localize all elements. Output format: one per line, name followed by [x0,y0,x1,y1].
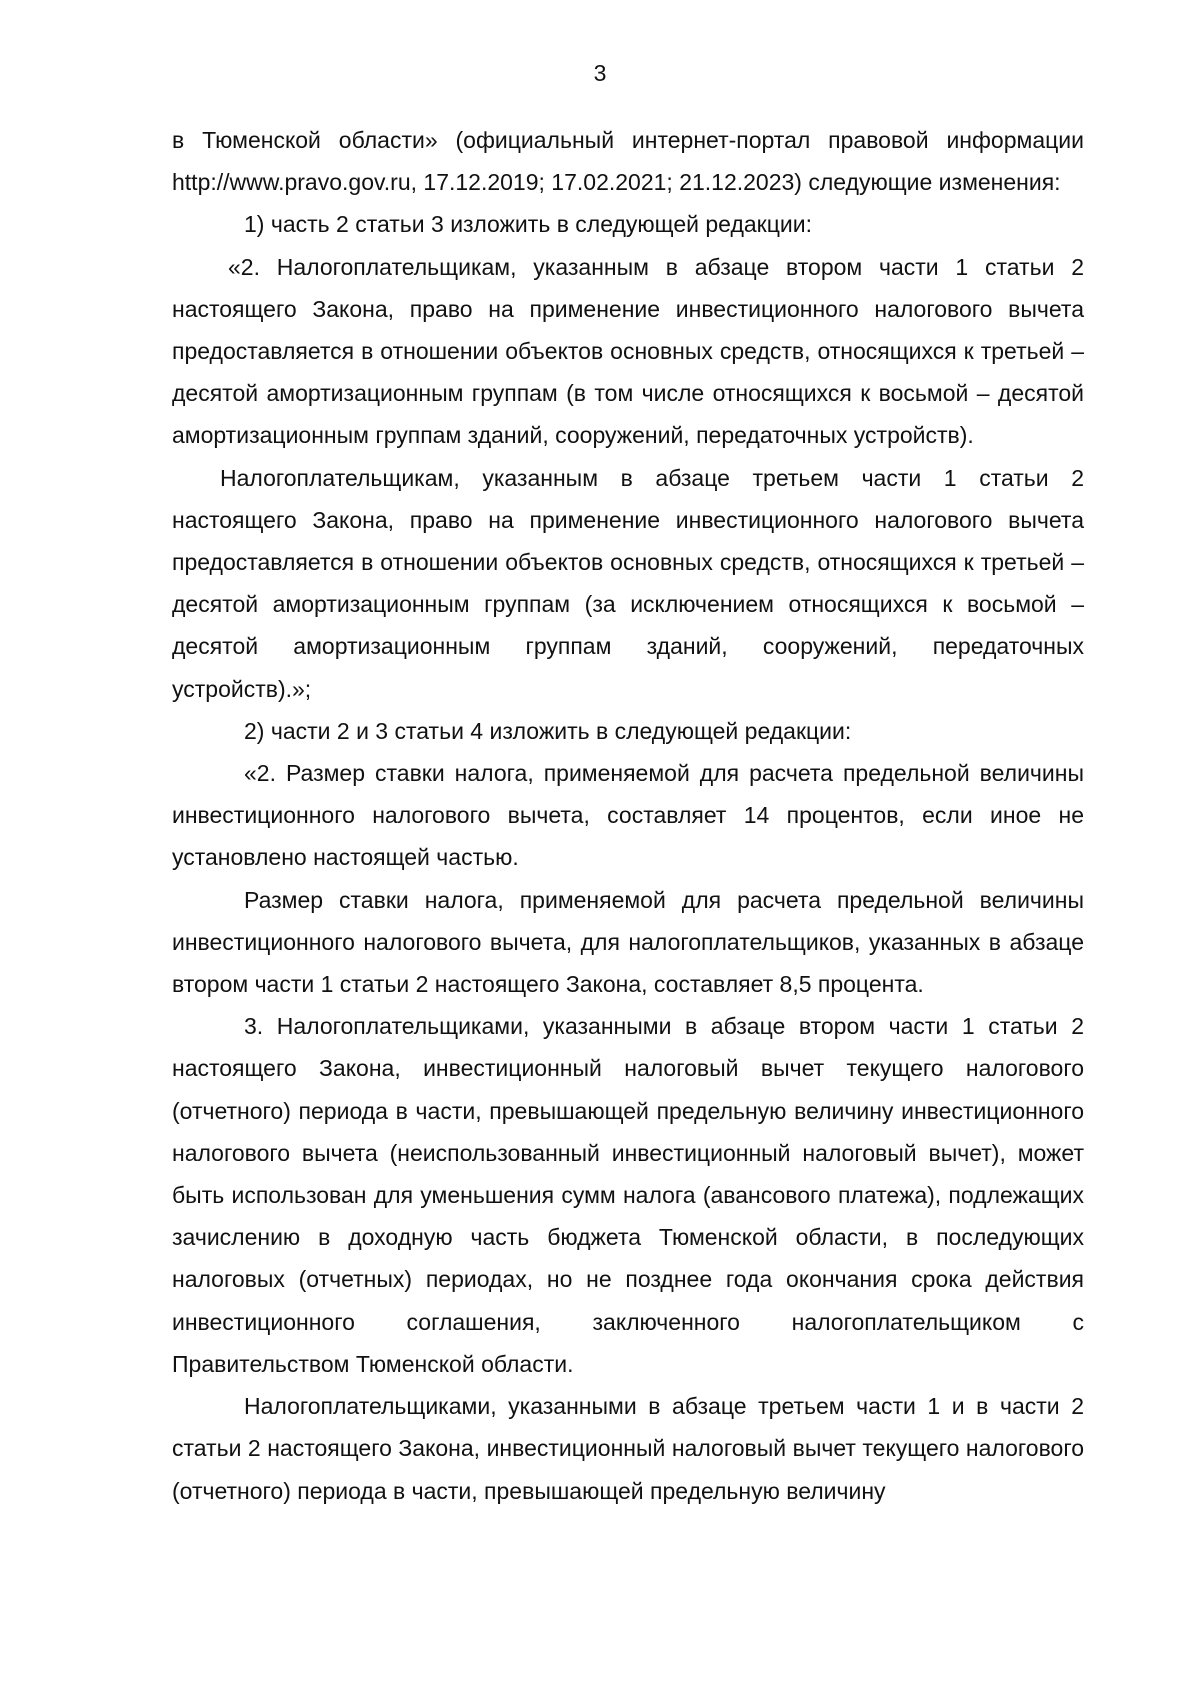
paragraph-quoted-part-2: «2. Налогоплательщикам, указанным в абзаце втором части 1 статьи 2 настоящего Закона, право на применение инвестиционного налогового вычета предоставляется в отношении объектов основных средств, относящихся к третьей – десятой амортизационным группам (в том числе относящихся к восьмой – десятой амортизационным группам зданий, сооружений, передаточных устройств). [172,253,1084,449]
paragraph-part-3: 3. Налогоплательщиками, указанными в абзаце втором части 1 статьи 2 настоящего Закона, инвестиционный налоговый вычет текущего налогового (отчетного) периода в части, превышающей предельную величину инвестиционного налогового вычета (неиспользованный инвестиционный налоговый вычет), может быть использован для уменьшения сумм налога (авансового платежа), подлежащих зачислению в доходную часть бюджета Тюменской области, в последующих налоговых (отчетных) периодах, но не позднее года окончания срока действия инвестиционного соглашения, заключенного налогоплательщиком с Правительством Тюменской области. [172,1013,1084,1377]
paragraph-intro-continuation: в Тюменской области» (официальный интернет-портал правовой информации http://www.pravo.gov.ru, 17.12.2019; 17.02.2021; 21.12.2023) следующие изменения: [172,127,1084,196]
paragraph-item-1: 1) часть 2 статьи 3 изложить в следующей редакции: [244,211,812,238]
document-body [172,119,1084,1512]
paragraph-part-3-second: Налогоплательщиками, указанными в абзаце третьем части 1 и в части 2 статьи 2 настоящего Закона, инвестиционный налоговый вычет текущего налогового (отчетного) периода в части, превышающей предельную величину [172,1393,1084,1504]
paragraph-rate-8-5: Размер ставки налога, применяемой для расчета предельной величины инвестиционного налогового вычета, для налогоплательщиков, указанных в абзаце втором части 1 статьи 2 настоящего Закона, составляет 8,5 процента. [172,886,1084,998]
page-number: 3 [593,60,607,86]
paragraph-quoted-part-2-second: Налогоплательщикам, указанным в абзаце третьем части 1 статьи 2 настоящего Закона, право на применение инвестиционного налогового вычета предоставляется в отношении объектов основных средств, относящихся к третьей – десятой амортизационным группам (за исключением относящихся к восьмой – десятой амортизационным группам зданий, сооружений, передаточных устройств).»; [172,464,1084,702]
paragraph-quoted-rate-14: «2. Размер ставки налога, применяемой для расчета предельной величины инвестиционного налогового вычета, составляет 14 процентов, если иное не установлено настоящей частью. [172,760,1084,871]
paragraph-item-2: 2) части 2 и 3 статьи 4 изложить в следующей редакции: [244,717,852,744]
